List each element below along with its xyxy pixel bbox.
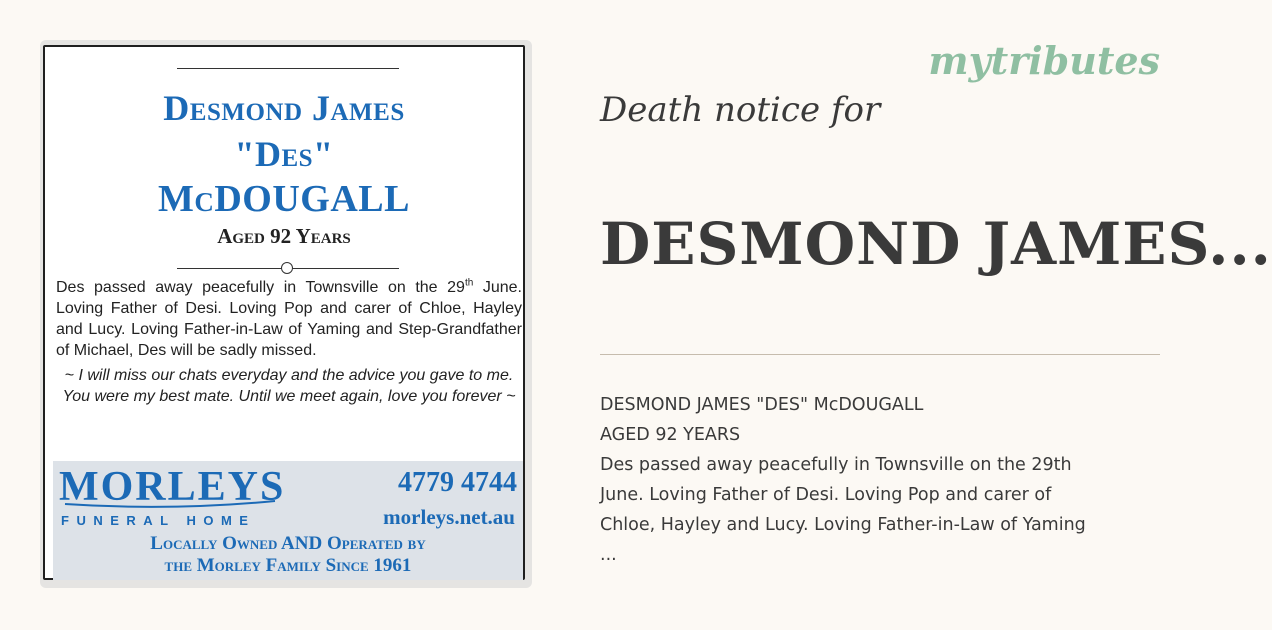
body-text-rest: June. Loving Father of Desi. Loving Pop and carer of Chloe, Hayley and Lucy. Loving Father-in-Law of Yaming and Step-Grandfather of Michael, Des will be sadly missed. [56, 279, 522, 359]
notice-name-line3: McDOUGALL [158, 178, 410, 220]
ad-tagline-1: Locally Owned AND Operated by [150, 533, 426, 554]
notice-age: Aged 92 Years [217, 224, 351, 248]
logo-my: my [928, 38, 991, 83]
funeral-home-ad [53, 461, 523, 580]
summary-line: AGED 92 YEARS [600, 425, 741, 445]
summary-line: June. Loving Father of Desi. Loving Pop and carer of [600, 485, 1052, 505]
funeral-home-phone: 4779 4744 [398, 467, 517, 498]
notice-paragraph-2: ~ I will miss our chats everyday and the advice you gave to me. You were my best mate. Until we meet again, love you forever ~ [62, 367, 516, 405]
divider-line [600, 354, 1160, 355]
notice-paragraph-1 [56, 277, 522, 361]
notice-body [56, 277, 522, 407]
morleys-logo: MORLEYS [59, 464, 286, 510]
page-title: DESMOND JAMES... [600, 210, 1272, 278]
summary-line: Chloe, Hayley and Lucy. Loving Father-in-Law of Yaming [600, 515, 1086, 535]
ad-tagline-2: the Morley Family Since 1961 [164, 555, 412, 576]
logo-tributes: tributes [990, 38, 1160, 83]
top-rule [177, 68, 399, 69]
death-notice-card [40, 40, 532, 588]
summary-ellipsis: ... [600, 545, 617, 565]
newspaper-notice [43, 45, 525, 580]
divider-circle-icon [281, 262, 293, 274]
funeral-home-website: morleys.net.au [383, 505, 515, 529]
notice-name-line1: Desmond James [163, 88, 405, 128]
notice-name-line2: "Des" [234, 134, 334, 174]
page-subtitle: Death notice for [600, 90, 881, 130]
summary-line: Des passed away peacefully in Townsville on the 29th [600, 455, 1072, 475]
ornament-divider [177, 262, 399, 274]
funeral-home-label: FUNERAL HOME [61, 513, 256, 528]
summary-line: DESMOND JAMES "DES" McDOUGALL [600, 395, 924, 415]
body-text-start: Des passed away peacefully in Townsville on the 29 [56, 279, 465, 296]
logo-swoosh-icon [65, 499, 275, 509]
date-suffix: th [464, 277, 474, 289]
mytributes-logo [928, 38, 1160, 83]
notice-summary [600, 390, 1170, 570]
